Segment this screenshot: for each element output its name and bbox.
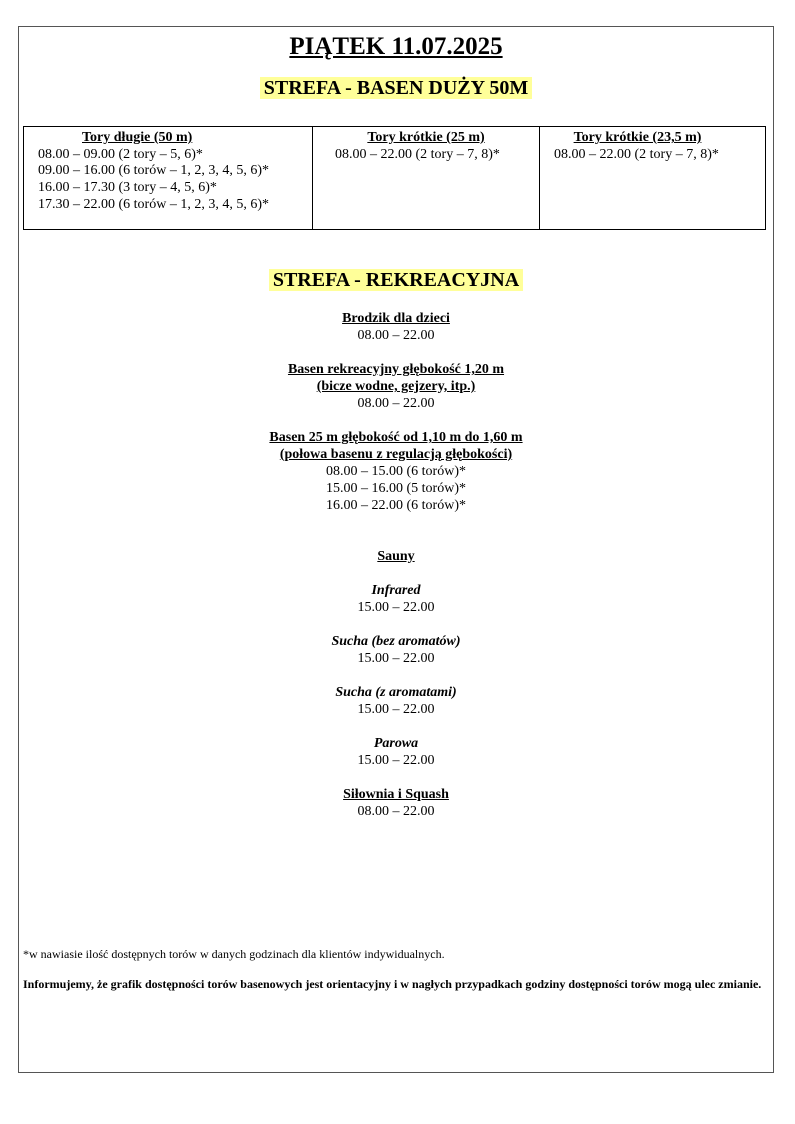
saunas-title: Sauny: [377, 549, 415, 564]
lanes-short25-cell: [313, 127, 540, 230]
lanes-short235-cell: [540, 127, 766, 230]
zone-rec-label: STREFA - REKREACYJNA: [269, 269, 523, 291]
sauna-name: Sucha (z aromatami): [335, 685, 457, 700]
kids-pool-title: Brodzik dla dzieci: [342, 311, 450, 326]
pool25-line: 08.00 – 15.00 (6 torów)*: [326, 464, 466, 479]
sauna-hours: 15.00 – 22.00: [357, 651, 435, 666]
sauna-name: Sucha (bez aromatów): [331, 634, 461, 649]
kids-pool-hours: 08.00 – 22.00: [357, 328, 435, 343]
pool25-line: 16.00 – 22.00 (6 torów)*: [326, 498, 466, 513]
pool25-title: Basen 25 m głębokość od 1,10 m do 1,60 m: [269, 430, 523, 445]
sauna-hours: 15.00 – 22.00: [357, 702, 435, 717]
page-title: PIĄTEK 11.07.2025: [289, 33, 503, 60]
sauna-name: Parowa: [373, 736, 419, 751]
document-frame: [18, 26, 774, 1073]
zone-main-label: STREFA - BASEN DUŻY 50M: [260, 77, 532, 99]
info-note: Informujemy, że grafik dostępności torów basenowych jest orientacyjny i w nagłych przypadkach godziny dostępności torów mogą ulec zmianie.: [23, 977, 762, 991]
sauna-hours: 15.00 – 22.00: [357, 600, 435, 615]
lanes-long-line: 09.00 – 16.00 (6 torów – 1, 2, 3, 4, 5, 6)*: [38, 163, 269, 179]
sauna-hours: 15.00 – 22.00: [357, 753, 435, 768]
lanes-long-line: 08.00 – 09.00 (2 tory – 5, 6)*: [38, 146, 203, 162]
lanes-table: [23, 126, 766, 230]
lanes-short25-header: Tory krótkie (25 m): [367, 130, 485, 145]
lanes-long-header: Tory długie (50 m): [82, 130, 193, 145]
pool25-line: 15.00 – 16.00 (5 torów)*: [326, 481, 466, 496]
sauna-name: Infrared: [371, 583, 421, 598]
lanes-long-line: 17.30 – 22.00 (6 torów – 1, 2, 3, 4, 5, 6)*: [38, 196, 269, 212]
lanes-short235-line: 08.00 – 22.00 (2 tory – 7, 8)*: [554, 146, 719, 162]
lanes-long-line: 16.00 – 17.30 (3 tory – 4, 5, 6)*: [38, 180, 217, 196]
recreation-schedule: [19, 310, 773, 820]
rec-pool-subtitle: (bicze wodne, gejzery, itp.): [316, 379, 476, 394]
lanes-short25-line: 08.00 – 22.00 (2 tory – 7, 8)*: [335, 146, 500, 162]
asterisk-note: *w nawiasie ilość dostępnych torów w danych godzinach dla klientów indywidualnych.: [23, 947, 445, 961]
rec-pool-hours: 08.00 – 22.00: [357, 396, 435, 411]
lanes-long-cell: [24, 127, 313, 230]
gym-hours: 08.00 – 22.00: [357, 804, 435, 819]
zone-main-heading: [19, 77, 773, 100]
gym-title: Siłownia i Squash: [343, 787, 449, 802]
zone-rec-heading: [19, 269, 773, 292]
pool25-subtitle: (połowa basenu z regulacją głębokości): [279, 447, 513, 462]
rec-pool-title: Basen rekreacyjny głębokość 1,20 m: [287, 362, 505, 377]
lanes-short235-header: Tory krótkie (23,5 m): [573, 130, 702, 145]
